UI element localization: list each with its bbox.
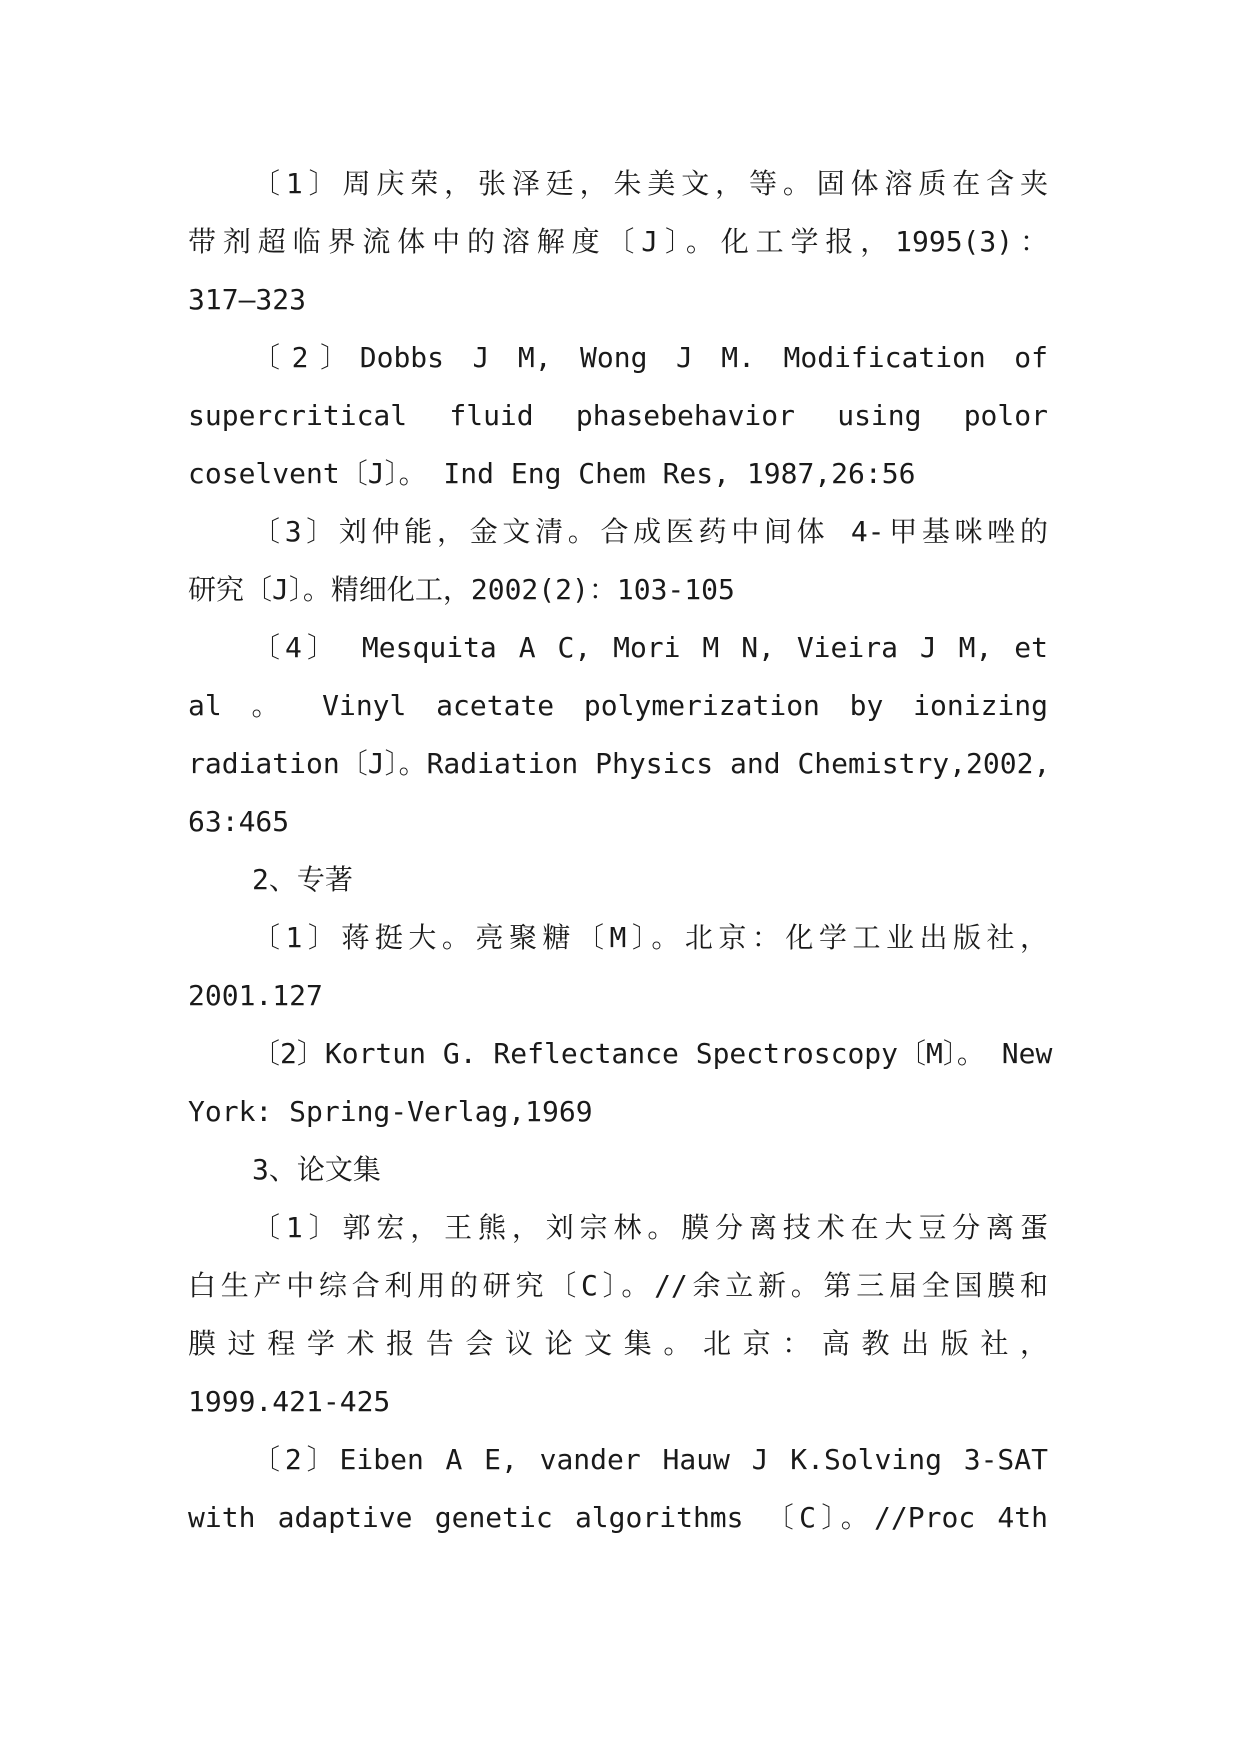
ref-2-2-line-2: York: Spring-Verlag,1969 xyxy=(188,1095,593,1128)
ref-3-1-line-2: 白生产中综合利用的研究〔C〕。//余立新。第三届全国膜和 xyxy=(188,1269,1048,1302)
ref-1-1-line-1: 〔1〕周庆荣，张泽廷，朱美文，等。固体溶质在含夹 xyxy=(252,167,1048,200)
ref-1-4-line-1: 〔4〕 Mesquita A C, Mori M N, Vieira J M, et xyxy=(252,631,1048,664)
ref-2-2-line-1: 〔2〕Kortun G. Reflectance Spectroscopy〔M〕。 New xyxy=(252,1037,1053,1070)
ref-2-1-line-1: 〔1〕蒋挺大。亮聚糖〔M〕。北京：化学工业出版社， xyxy=(252,921,1048,954)
ref-1-4-line-2: al 。 Vinyl acetate polymerization by ionizing xyxy=(188,689,1048,722)
ref-2-1-line-2: 2001.127 xyxy=(188,979,323,1012)
ref-3-1-line-3: 膜过程学术报告会议论文集。北京：高教出版社， xyxy=(188,1327,1048,1360)
ref-1-1-line-2: 带剂超临界流体中的溶解度〔J〕。化工学报，1995(3)： xyxy=(188,225,1048,258)
ref-1-2-line-3: coselvent〔J〕。 Ind Eng Chem Res, 1987,26:56 xyxy=(188,457,916,490)
ref-1-3-line-1: 〔3〕刘仲能，金文清。合成医药中间体 4-甲基咪唑的 xyxy=(252,515,1048,548)
ref-3-2-line-1: 〔2〕Eiben A E, vander Hauw J K.Solving 3-SAT xyxy=(252,1443,1048,1476)
document-page xyxy=(188,155,1053,1547)
ref-3-2-line-2: with adaptive genetic algorithms 〔C〕。//Proc 4th xyxy=(188,1501,1048,1534)
ref-1-3-line-2: 研究〔J〕。精细化工，2002(2)：103-105 xyxy=(188,573,735,606)
ref-1-2-line-1: 〔2〕Dobbs J M, Wong J M. Modification of xyxy=(252,341,1048,374)
section-heading-monographs: 2、专著 xyxy=(252,863,353,896)
ref-3-1-line-1: 〔1〕郭宏，王熊，刘宗林。膜分离技术在大豆分离蛋 xyxy=(252,1211,1048,1244)
section-heading-proceedings: 3、论文集 xyxy=(252,1153,381,1186)
ref-3-1-line-4: 1999.421-425 xyxy=(188,1385,391,1418)
ref-1-4-line-4: 63:465 xyxy=(188,805,290,838)
ref-1-4-line-3: radiation〔J〕。Radiation Physics and Chemistry,2002, xyxy=(188,747,1051,780)
ref-1-2-line-2: supercritical fluid phasebehavior using polor xyxy=(188,399,1048,432)
ref-1-1-line-3: 317—323 xyxy=(188,283,307,316)
